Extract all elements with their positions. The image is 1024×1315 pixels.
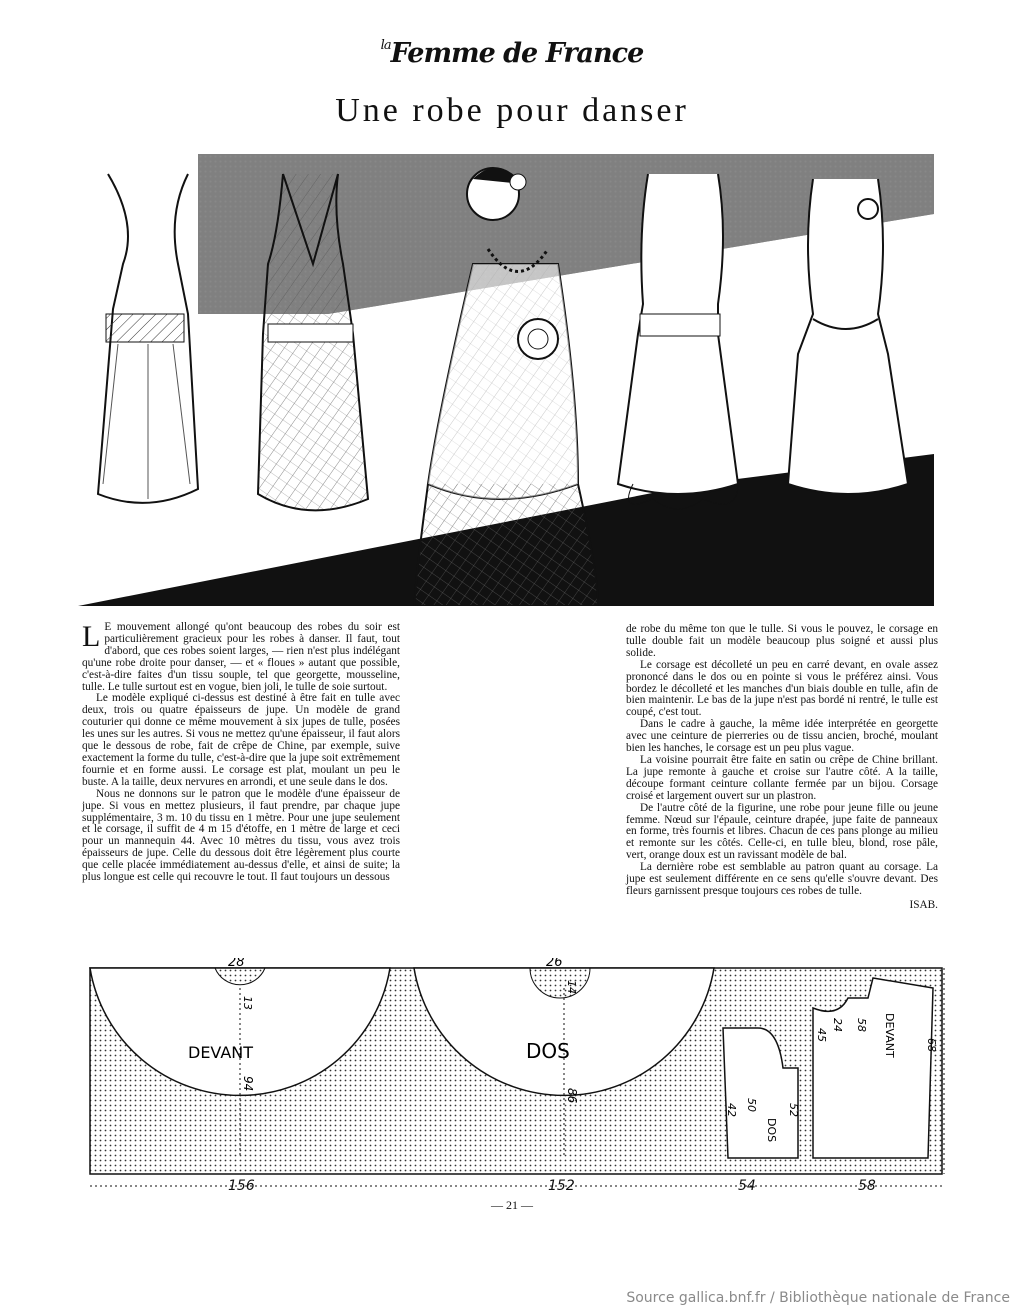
- dim-front-small: 13: [241, 996, 254, 1010]
- pattern-bodice-front-label: DEVANT: [883, 1013, 896, 1058]
- article-column-left: [82, 622, 400, 884]
- article-column-right: [626, 624, 938, 912]
- masthead-name: Femme de France: [390, 38, 644, 69]
- masthead: [0, 38, 1024, 69]
- pattern-front-label: DEVANT: [188, 1043, 254, 1062]
- dim-dos-a: 42: [725, 1103, 738, 1117]
- dim-bodice-d: 68: [925, 1038, 938, 1052]
- sewing-pattern-diagram: [78, 958, 946, 1198]
- source-credit: Source gallica.bnf.fr / Bibliothèque nationale de France: [626, 1290, 1010, 1306]
- dim-bodice-c: 58: [855, 1018, 868, 1032]
- pattern-bodice-back-label: DOS: [765, 1118, 778, 1143]
- dim-bodice-b: 24: [831, 1018, 844, 1032]
- author-signature: ISAB.: [909, 898, 938, 911]
- dim-back-waist: 26: [546, 958, 563, 970]
- page-title: Une robe pour danser: [335, 92, 689, 129]
- dim-front-length: 94: [241, 1076, 255, 1092]
- dim-bottom-2: 152: [548, 1178, 575, 1194]
- drop-cap: L: [82, 620, 101, 653]
- pattern-back-label: DOS: [526, 1039, 570, 1063]
- article-paragraph: de robe du même ton que le tulle. Si vous le pouvez, le corsage en tulle double fait un modèle beaucoup plus soigné et aussi plus solide.: [626, 623, 938, 659]
- dim-bottom-3: 54: [738, 1178, 756, 1194]
- dim-bottom-4: 58: [858, 1178, 876, 1194]
- dim-dos-b: 50: [745, 1098, 758, 1112]
- article-paragraph: Le corsage est décolleté un peu en carré devant, en ovale assez prononcé dans le dos ou en pointe si vous le préférez ainsi. Vous bordez le décolleté et les manches d'un biais double en tulle, afin de bien maintenir. Le bas de la jupe n'est pas bordé ni rentré, le tulle est coupé, c'est tout.: [626, 658, 938, 719]
- dim-dos-c: 52: [787, 1103, 800, 1117]
- article-paragraph: Nous ne donnons sur le patron que le modèle d'une épaisseur de jupe. Si vous en mettez plusieurs, il faut prendre, par chaque jupe supplémentaire, 3 m. 10 du tissu en 1 mètre. Pour une jupe seulement et le corsage, il suffit de 4 m 15 d'étoffe, en 1 mètre de large et ceci pour un mannequin 44. Avec 10 mètres du tissu, vous avez trois épaisseurs de jupe. Celle du dessous doit être légèrement plus courte que celle placée immédiatement au-dessus d'elle, et ainsi de suite; la plus longue est celle qui recouvre le tout. Il faut toujours un dessous: [82, 787, 400, 884]
- article-paragraph: De l'autre côté de la figurine, une robe pour jeune fille ou jeune femme. Nœud sur l'épaule, ceinture drapée, jupe faite de panneaux en forme, très fournis et libres. Chacun de ces pans plonge au milieu et remonte sur les côtés. Celle-ci, en tulle bleu, blond, rose pâle, vert, orange doux est un ravissant modèle de bal.: [626, 801, 938, 862]
- fashion-illustration: [78, 154, 934, 606]
- article-paragraph: La voisine pourrait être faite en satin ou crêpe de Chine brillant. La jupe remonte à gauche et croise sur l'autre côté. A la taille, découpe formant ceinture collante fermée par un bijou. Corsage croisé et largement ouvert sur un plastron.: [626, 753, 938, 802]
- dim-bodice-a: 45: [815, 1028, 828, 1042]
- dim-back-length: 86: [565, 1088, 579, 1104]
- article-paragraph: La dernière robe est semblable au patron quant au corsage. La jupe est seulement différente en ce sens qu'elle s'ouvre devant. Des fleurs garnissent presque toujours ces robes de tulle.: [626, 861, 938, 897]
- masthead-prefix: la: [380, 38, 391, 53]
- article-paragraph: Le modèle expliqué ci-dessus est destiné à être fait en tulle avec deux, trois ou quatre épaisseurs de jupe. Un modèle de grand couturier qui donne ce même mouvement à six jupes de tulle, posées les unes sur les autres. Si vous ne mettez qu'une épaisseur, il faut alors que le dessous de robe, fait de crêpe de Chine, par exemple, suive exactement la forme du tulle, c'est-à-dire que la jupe soit extrêmement fournie et en forme aussi. Le corsage est plat, moulant un peu le buste. A la taille, deux nervures en arrondi, et une seule dans le dos.: [82, 692, 400, 788]
- article-paragraph: Dans le cadre à gauche, la même idée interprétée en georgette avec une ceinture de pierreries ou de tissu ancien, broché, moulant bien les hanches, le corsage est un peu plus vague.: [626, 718, 938, 755]
- dim-back-small: 14: [565, 980, 578, 994]
- dim-front-waist: 28: [228, 958, 245, 970]
- page-number: — 21 —: [491, 1198, 533, 1212]
- article-paragraph: E mouvement allongé qu'ont beaucoup des robes du soir est particulièrement gracieux pour les robes à danser. Il faut, tout d'abord, que ces robes soient larges, — rien n'est plus indélégant qu'une robe droite pour danser, — et « floues » autant que possible, c'est-à-dire faites d'un tissu souple, tel que georgette, mousseline, tulle. Le tulle surtout est en vogue, bien joli, le tulle de soie surtout.: [82, 621, 400, 693]
- dim-bottom-1: 156: [228, 1178, 255, 1194]
